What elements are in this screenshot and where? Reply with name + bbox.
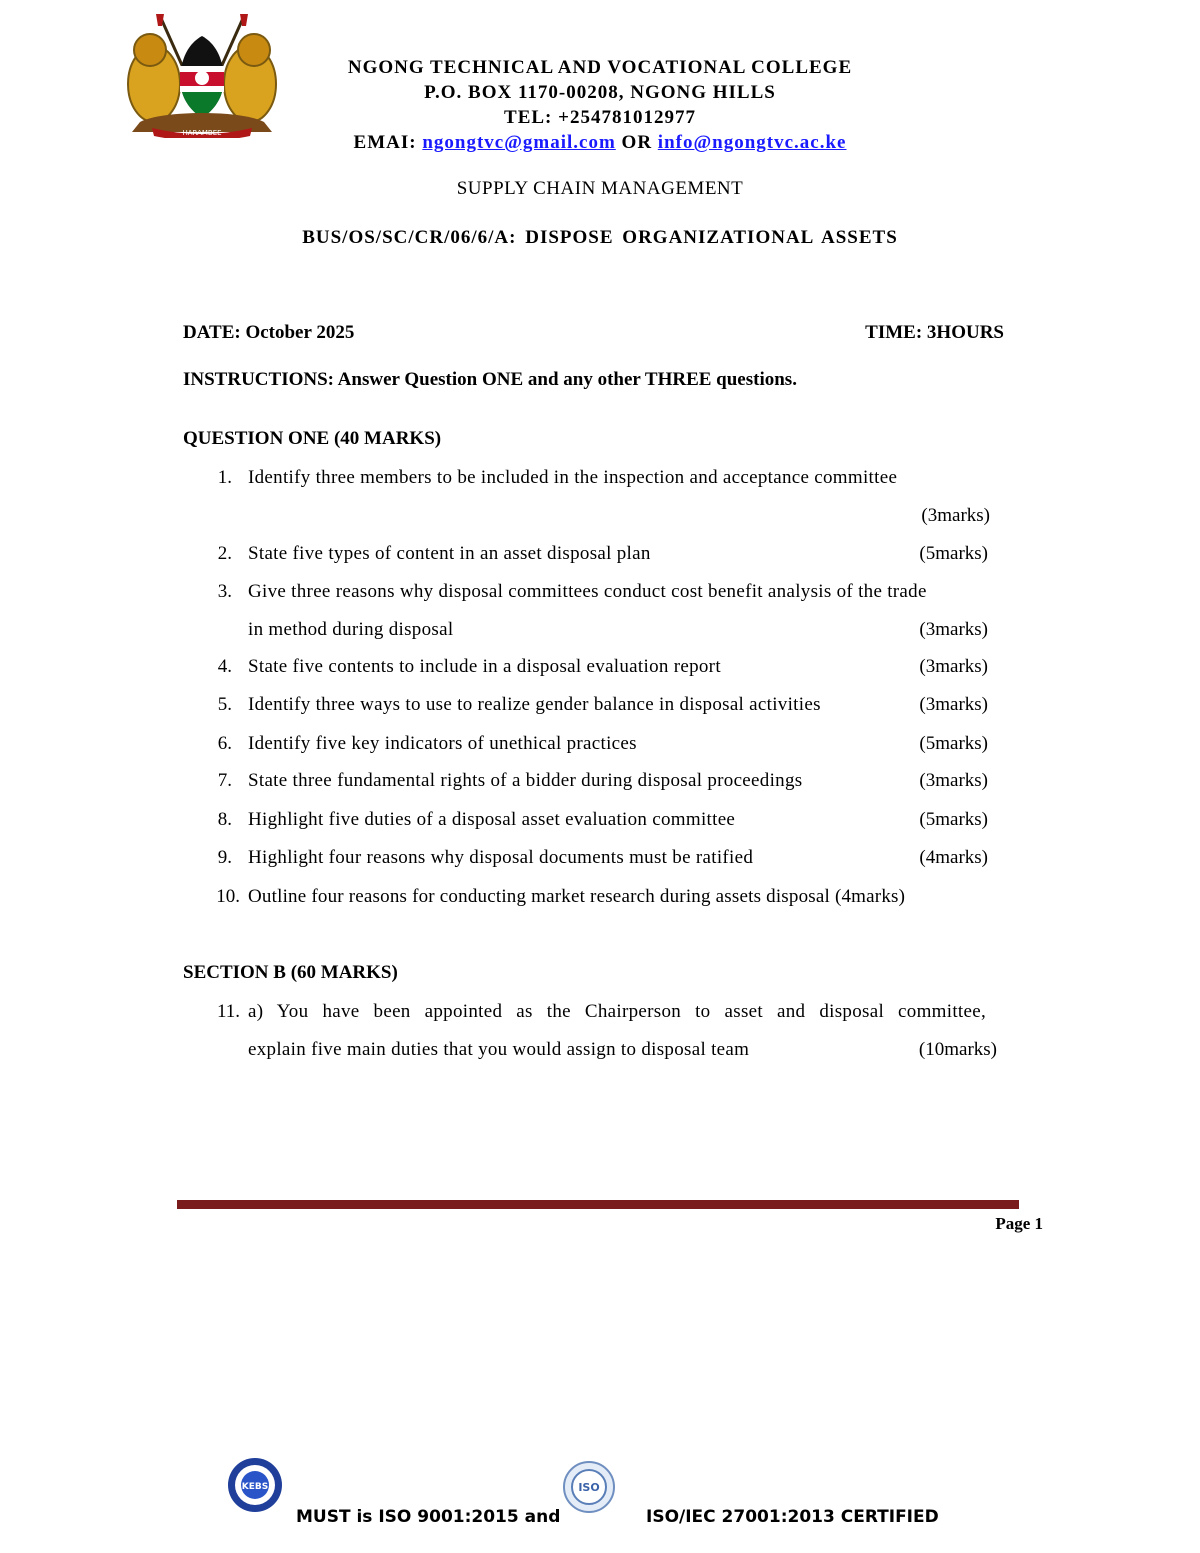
exam-instructions: INSTRUCTIONS: Answer Question ONE and any other THREE questions.: [183, 369, 797, 390]
question-number: 5.: [217, 694, 232, 715]
college-name: NGONG TECHNICAL AND VOCATIONAL COLLEGE: [347, 57, 853, 78]
course-title: SUPPLY CHAIN MANAGEMENT: [456, 178, 744, 199]
certification-left: MUST is ISO 9001:2015 and: [296, 1507, 561, 1527]
college-email-line: [0, 132, 1200, 154]
email-or: OR: [621, 132, 653, 153]
question-text: Highlight five duties of a disposal asset evaluation committee: [248, 809, 736, 830]
question-text: a) You have been appointed as the Chairperson to asset and disposal committee,: [248, 1001, 986, 1022]
question-text: State three fundamental rights of a bidder during disposal proceedings: [248, 770, 803, 791]
svg-text:HARAMBEE: HARAMBEE: [182, 129, 222, 137]
question-number: 4.: [217, 656, 232, 677]
email-link-college[interactable]: info@ngongtvc.ac.ke: [657, 132, 847, 153]
question-marks: (3marks): [919, 770, 988, 791]
question-marks: (3marks): [921, 505, 990, 526]
question-number: 6.: [217, 733, 232, 754]
question-number: 9.: [217, 847, 232, 868]
footer-rule: [177, 1200, 1019, 1209]
question-text-continued: in method during disposal: [248, 619, 454, 640]
question-text: State five contents to include in a disposal evaluation report: [248, 656, 721, 677]
question-number: 11.: [216, 1001, 240, 1022]
question-number: 2.: [217, 543, 232, 564]
question-text: State five types of content in an asset disposal plan: [248, 543, 651, 564]
question-marks: (5marks): [919, 809, 988, 830]
question-marks: (5marks): [919, 733, 988, 754]
svg-text:KEBS: KEBS: [241, 1482, 269, 1492]
question-marks: (3marks): [919, 694, 988, 715]
question-text: Identify three ways to use to realize gender balance in disposal activities: [248, 694, 821, 715]
section-b-title: SECTION B (60 MARKS): [183, 962, 398, 983]
question-marks: (5marks): [919, 543, 988, 564]
page-number: 1: [1034, 1214, 1043, 1233]
question-number: 8.: [217, 809, 232, 830]
question-number: 10.: [216, 886, 240, 907]
college-address: P.O. BOX 1170-00208, NGONG HILLS: [424, 82, 776, 103]
question-number: 7.: [217, 770, 232, 791]
question-number: 3.: [217, 581, 232, 602]
question-marks: (10marks): [918, 1039, 997, 1060]
page-label: Page: [995, 1214, 1031, 1233]
question-text: Identify three members to be included in the inspection and acceptance committee: [248, 467, 898, 488]
section-a-title: QUESTION ONE (40 MARKS): [183, 428, 442, 449]
question-text: Highlight four reasons why disposal documents must be ratified: [248, 847, 754, 868]
svg-text:ISO: ISO: [578, 1481, 600, 1494]
certification-right: ISO/IEC 27001:2013 CERTIFIED: [646, 1507, 939, 1527]
question-text-continued: explain five main duties that you would assign to disposal team: [248, 1039, 750, 1060]
question-marks: (3marks): [919, 656, 988, 677]
exam-date: DATE: October 2025: [183, 322, 355, 343]
iso-badge-icon: [562, 1460, 616, 1514]
unit-title: BUS/OS/SC/CR/06/6/A: DISPOSE ORGANIZATIONAL ASSETS: [302, 227, 898, 248]
question-number: 1.: [217, 467, 232, 488]
kebs-badge-icon: [226, 1456, 284, 1514]
question-text: Identify five key indicators of unethical practices: [248, 733, 637, 754]
page-indicator: [995, 1214, 1043, 1234]
college-tel: TEL: +254781012977: [504, 107, 696, 128]
email-label: EMAI:: [353, 132, 417, 153]
exam-time: TIME: 3HOURS: [865, 322, 1004, 343]
question-text: Outline four reasons for conducting market research during assets disposal (4marks): [248, 886, 906, 907]
question-text: Give three reasons why disposal committees conduct cost benefit analysis of the trade: [248, 581, 927, 602]
question-marks: (3marks): [919, 619, 988, 640]
email-link-gmail[interactable]: ngongtvc@gmail.com: [422, 132, 616, 153]
question-marks: (4marks): [919, 847, 988, 868]
